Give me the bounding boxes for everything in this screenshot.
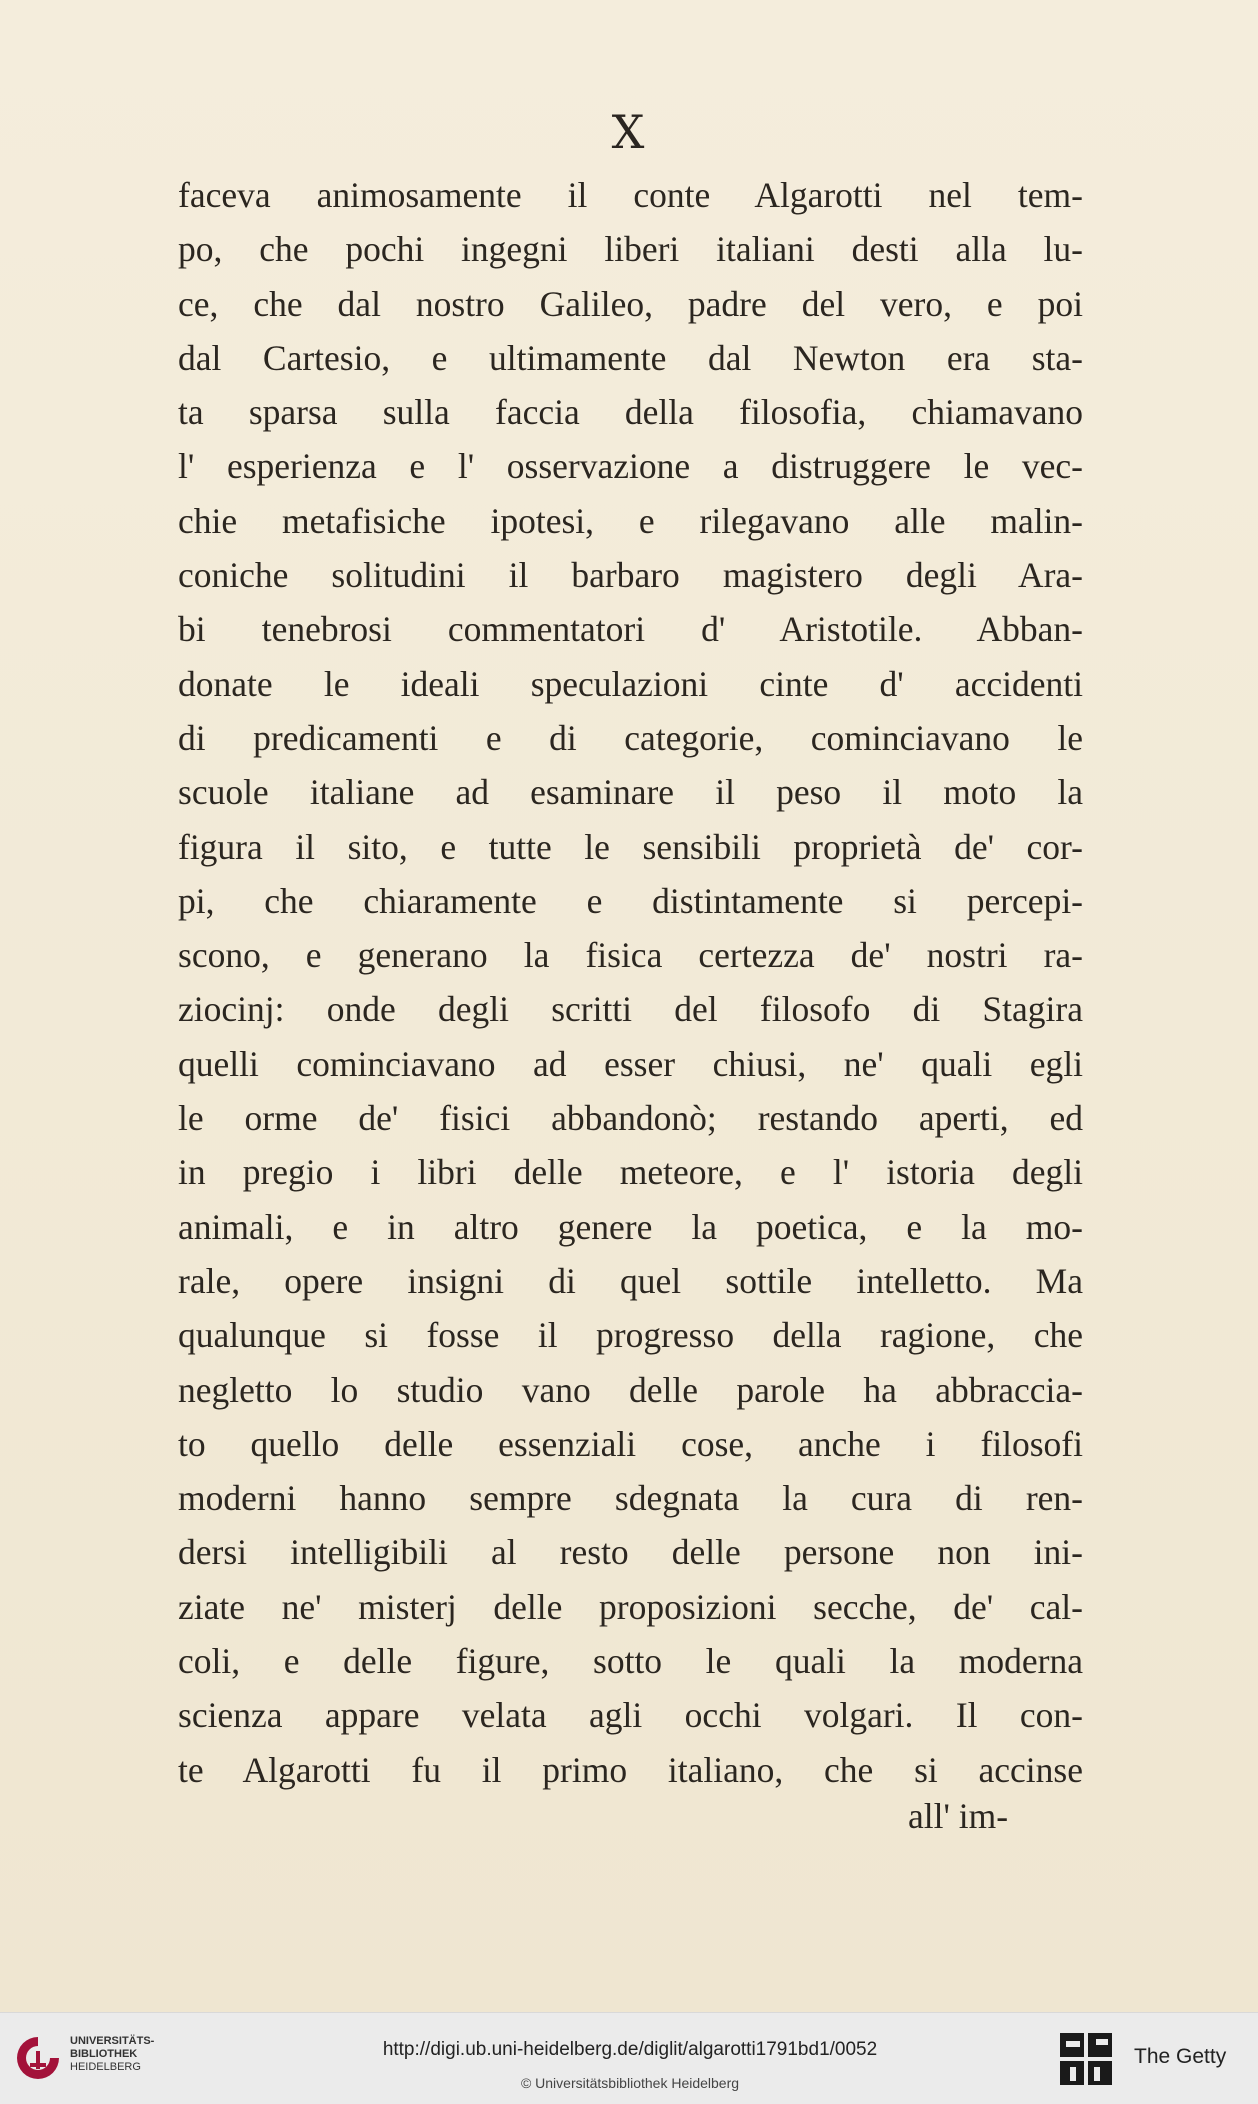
text-line: scono, e generano la fisica certezza de' nostri ra-	[178, 935, 1083, 976]
text-line: dersi intelligibili al resto delle persone non ini-	[178, 1532, 1083, 1573]
text-line: donate le ideali speculazioni cinte d' accidenti	[178, 663, 1083, 704]
text-line: faceva animosamente il conte Algarotti nel tem-	[178, 175, 1083, 215]
page-number: X	[611, 105, 647, 159]
university-library-logo-icon	[12, 2033, 64, 2083]
text-line: ta sparsa sulla faccia della filosofia, chiamavano	[178, 392, 1083, 433]
text-line: chie metafisiche ipotesi, e rilegavano alle malin-	[178, 500, 1083, 541]
text-line: in pregio i libri delle meteore, e l' istoria degli	[178, 1152, 1083, 1193]
getty-name: The Getty	[1134, 2045, 1227, 2068]
text-line: ziate ne' misterj delle proposizioni secche, de' cal-	[178, 1586, 1083, 1627]
text-line: animali, e in altro genere la poetica, e la mo-	[178, 1206, 1083, 1247]
library-name-line: UNIVERSITÄTS-	[70, 2035, 155, 2047]
catchword: all' im-	[908, 1796, 1009, 1836]
library-name	[70, 2035, 154, 2074]
text-line: dal Cartesio, e ultimamente dal Newton era sta-	[178, 337, 1083, 378]
text-line: coniche solitudini il barbaro magistero degli Ara-	[178, 555, 1083, 596]
text-line: po, che pochi ingegni liberi italiani desti alla lu-	[178, 229, 1083, 270]
text-line: rale, opere insigni di quel sottile intelletto. Ma	[178, 1260, 1083, 1301]
footer-bar	[0, 2012, 1258, 2104]
text-line: negletto lo studio vano delle parole ha abbraccia-	[178, 1369, 1083, 1410]
text-line: te Algarotti fu il primo italiano, che si accinse	[178, 1749, 1083, 1790]
text-line: bi tenebrosi commentatori d' Aristotile. Abban-	[178, 609, 1083, 650]
text-line: pi, che chiaramente e distintamente si percepi-	[178, 880, 1083, 921]
text-line: di predicamenti e di categorie, cominciavano le	[178, 717, 1083, 758]
library-name-line: BIBLIOTHEK	[70, 2048, 138, 2060]
text-line: le orme de' fisici abbandonò; restando aperti, ed	[178, 1098, 1083, 1139]
text-line: moderni hanno sempre sdegnata la cura di ren-	[178, 1478, 1083, 1519]
text-line: ziocinj: onde degli scritti del filosofo di Stagira	[178, 989, 1083, 1030]
copyright-notice: © Universitätsbibliothek Heidelberg	[520, 2075, 740, 2091]
text-line: scuole italiane ad esaminare il peso il moto la	[178, 772, 1083, 813]
text-line: qualunque si fosse il progresso della ragione, che	[178, 1315, 1083, 1356]
text-line: coli, e delle figure, sotto le quali la moderna	[178, 1641, 1083, 1682]
text-line: quelli cominciavano ad esser chiusi, ne' quali egli	[178, 1043, 1083, 1084]
permalink-url[interactable]: http://digi.ub.uni-heidelberg.de/diglit/algarotti1791bd1/0052	[382, 2039, 878, 2060]
getty-logo-icon	[1058, 2031, 1114, 2087]
text-line: to quello delle essenziali cose, anche i filosofi	[178, 1423, 1083, 1464]
text-line: ce, che dal nostro Galileo, padre del vero, e poi	[178, 283, 1083, 324]
text-line: scienza appare velata agli occhi volgari. Il con-	[178, 1695, 1083, 1736]
text-line: figura il sito, e tutte le sensibili proprietà de' cor-	[178, 826, 1083, 867]
text-line: l' esperienza e l' osservazione a distruggere le vec-	[178, 446, 1083, 487]
library-name-line: HEIDELBERG	[70, 2061, 141, 2073]
body-text	[178, 168, 1083, 1797]
